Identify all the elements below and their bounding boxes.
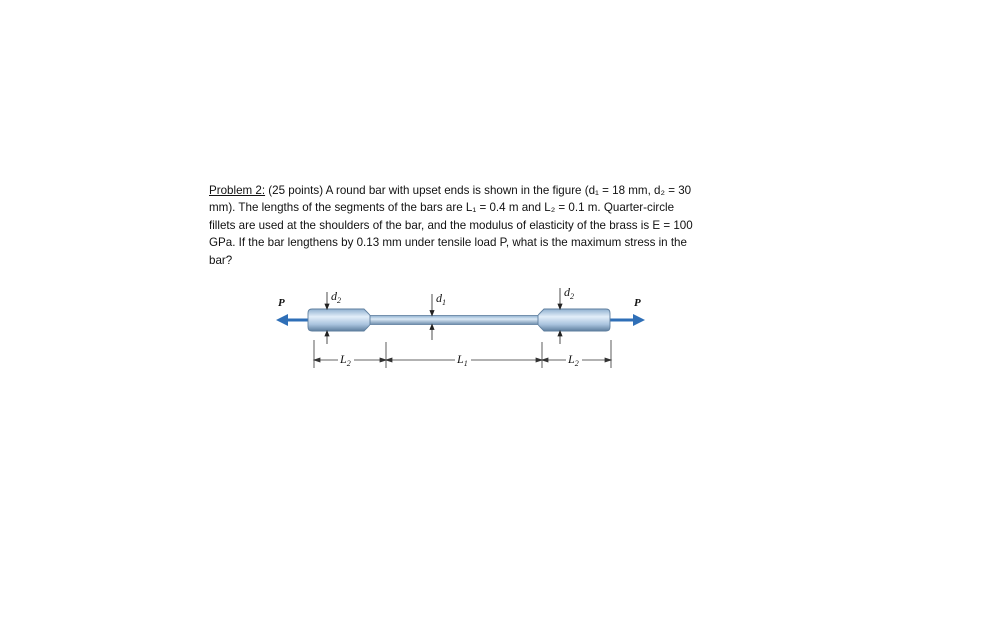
- right-load-arrow: [610, 314, 645, 326]
- middle-rod: [368, 316, 540, 325]
- load-label-right: P: [634, 297, 641, 309]
- problem-label: Problem 2:: [209, 184, 266, 197]
- d1-label: $d_1$: [436, 291, 446, 307]
- problem-line-5: bar?: [209, 253, 233, 267]
- load-label-left: P: [278, 297, 285, 309]
- problem-line-2: mm). The lengths of the segments of the bars are L₁ = 0.4 m and L₂ = 0.1 m. Quarter-circle: [209, 201, 675, 215]
- problem-line-3: fillets are used at the shoulders of the bar, and the modulus of elasticity of the brass is E = 100: [209, 218, 693, 232]
- problem-line-1: (25 points) A round bar with upset ends is shown in the figure (d₁ = 18 mm, d₂ = 30: [265, 184, 692, 197]
- left-load-arrow: [276, 314, 310, 326]
- L1-label: $L_1$: [457, 352, 468, 368]
- problem-statement: [209, 182, 769, 269]
- left-upset-end: [308, 309, 370, 331]
- bar-figure: [270, 282, 660, 377]
- L2-right-label: $L_2$: [568, 352, 579, 368]
- problem-line-4: GPa. If the bar lengthens by 0.13 mm under tensile load P, what is the maximum stress in the: [209, 236, 687, 250]
- L2-left-label: $L_2$: [340, 352, 351, 368]
- right-upset-end: [538, 309, 610, 331]
- d2-right-label: $d_2$: [564, 285, 574, 301]
- d2-left-label: $d_2$: [331, 289, 341, 305]
